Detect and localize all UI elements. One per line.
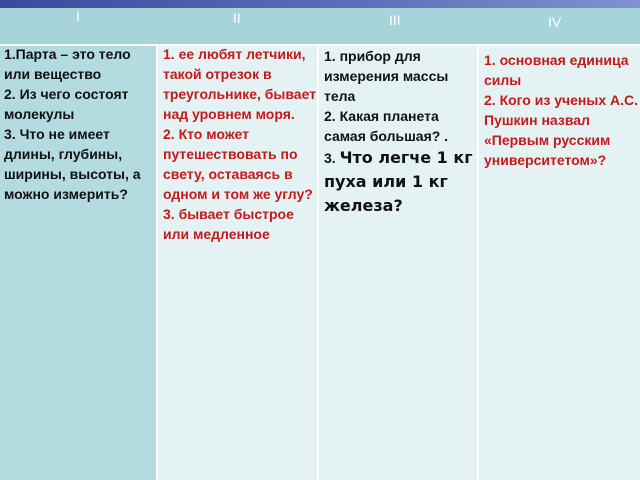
quiz-table xyxy=(0,8,640,480)
question-1-1: 1.Парта – это тело или вещество xyxy=(4,46,131,82)
column-1-questions xyxy=(4,44,156,204)
question-4-1: 1. основная единица силы xyxy=(484,52,629,88)
column-2-questions xyxy=(163,44,317,244)
question-2-3: 3. бывает быстрое или медленное xyxy=(163,206,294,242)
column-3-questions xyxy=(324,46,476,218)
question-2-1: 1. ее любят летчики, такой отрезок в треугольнике, бывает над уровнем моря. xyxy=(163,46,317,122)
question-1-2: 2. Из чего состоят молекулы xyxy=(4,86,129,122)
question-3-3-text: Что легче 1 кг пуха или 1 кг железа? xyxy=(324,148,473,215)
header-label-4: IV xyxy=(548,14,562,30)
question-3-1: 1. прибор для измерения массы тела xyxy=(324,48,449,104)
question-3-3-number: 3. xyxy=(324,150,336,166)
question-3-3 xyxy=(324,146,476,218)
header-label-1: I xyxy=(76,8,80,24)
header-label-3: III xyxy=(389,12,401,28)
column-4-questions xyxy=(484,50,638,170)
question-1-3: 3. Что не имеет длины, глубины, ширины, высоты, а можно измерить? xyxy=(4,126,141,202)
header-label-2: II xyxy=(233,10,241,26)
slide-top-bar xyxy=(0,0,640,8)
question-4-2: 2. Кого из ученых А.С. Пушкин назвал «Первым русским университетом»? xyxy=(484,92,638,168)
question-3-2: 2. Какая планета самая большая? . xyxy=(324,108,449,144)
question-2-2: 2. Кто может путешествовать по свету, оставаясь в одном и том же углу? xyxy=(163,126,313,202)
